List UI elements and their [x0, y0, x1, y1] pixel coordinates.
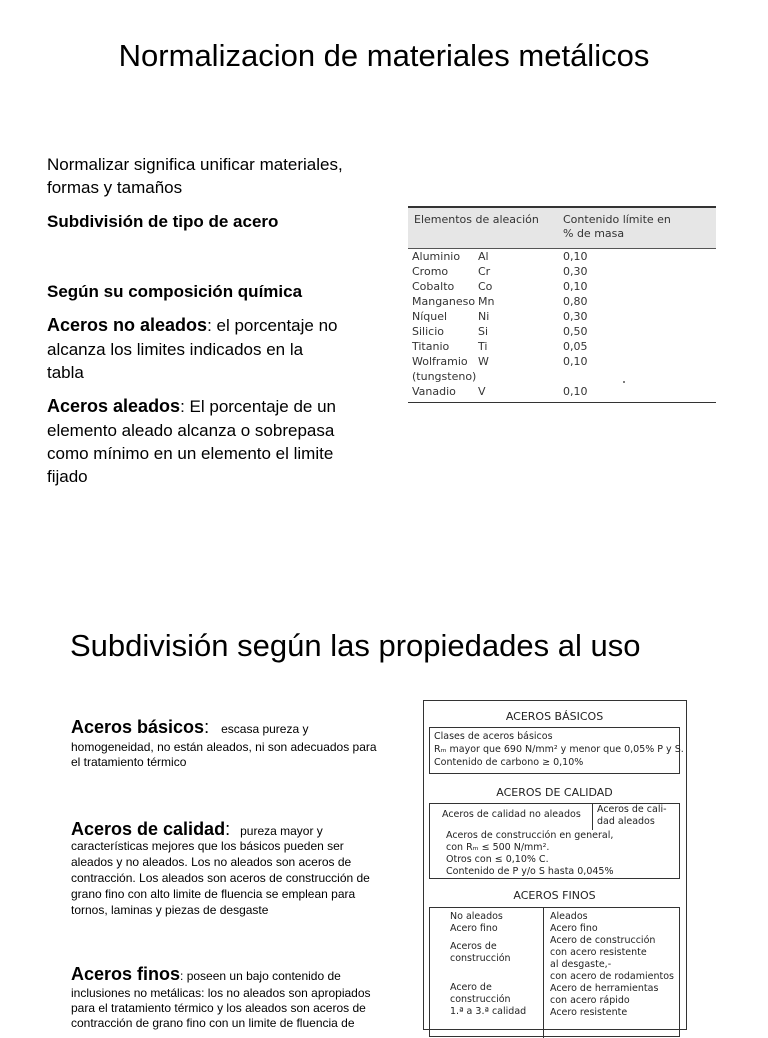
- finos-line-2: inclusiones no metálicas: los no aleados son apropiados: [71, 986, 371, 1000]
- calidad-box-line-1: Aceros de construcción en general,: [446, 830, 614, 841]
- element-name: Vanadio: [412, 385, 456, 398]
- calidad-line-4: contracción. Los aleados son aceros de construcción de: [71, 871, 370, 885]
- finos-line-4: contracción de grano fino con un limite de fluencia de: [71, 1016, 355, 1030]
- aleados-text: : El porcentaje de un: [180, 397, 337, 416]
- finos-right-line: Acero resistente: [550, 1007, 628, 1018]
- element-limit: 0,10: [563, 355, 588, 368]
- finos-right-line: con acero resistente: [550, 947, 647, 958]
- finos-text: : poseen un bajo contenido de: [180, 969, 341, 983]
- calidad-box-line-2: con Rₘ ≤ 500 N/mm².: [446, 842, 550, 853]
- no-aleados-term: Aceros no aleados: [47, 315, 208, 335]
- finos-left-line: Acero de: [450, 982, 492, 993]
- calidad-line-6: tornos, laminas y piezas de desgaste: [71, 903, 269, 917]
- intro-line-2: formas y tamaños: [47, 178, 183, 197]
- header-content-line-2: % de masa: [563, 227, 625, 240]
- finos-right-line: con acero rápido: [550, 995, 630, 1006]
- element-name: Manganeso: [412, 295, 476, 308]
- calidad-left-header: Aceros de calidad no aleados: [442, 809, 581, 820]
- basicos-box-line-1: Clases de aceros básicos: [434, 731, 553, 742]
- element-symbol: Co: [478, 280, 493, 293]
- alloy-limits-table: [408, 206, 716, 406]
- table-row: [408, 384, 716, 399]
- basicos-box-line-2: Rₘ mayor que 690 N/mm² y menor que 0,05% P y S.: [434, 744, 684, 755]
- element-symbol: Ni: [478, 310, 490, 323]
- element-symbol: Al: [478, 250, 489, 263]
- slide-2-title: Subdivisión según las propiedades al uso: [70, 628, 641, 663]
- steel-classes-figure: [423, 700, 687, 1030]
- basicos-section-title: ACEROS BÁSICOS: [505, 710, 604, 723]
- basicos-text: escasa pureza y: [221, 722, 309, 736]
- finos-left-line: construcción: [450, 953, 511, 964]
- header-content-line-1: Contenido límite en: [563, 213, 671, 226]
- calidad-box: [429, 803, 680, 879]
- table-row: [408, 264, 716, 279]
- basicos-term: Aceros básicos: [71, 717, 205, 737]
- table-row: [408, 249, 716, 264]
- element-name: Silicio: [412, 325, 444, 338]
- finos-right-line: Acero de construcción: [550, 935, 656, 946]
- finos-right-line: Acero fino: [550, 923, 598, 934]
- finos-left-line: 1.ª a 3.ª calidad: [450, 1006, 527, 1017]
- calidad-line-2: características mejores que los básicos pueden ser: [71, 839, 344, 853]
- basicos-line-3: el tratamiento térmico: [71, 755, 187, 769]
- element-limit: 0,10: [563, 385, 588, 398]
- element-name: Wolframio: [412, 355, 468, 368]
- element-symbol: Cr: [478, 265, 491, 278]
- calidad-right-header-2: dad aleados: [597, 816, 655, 827]
- finos-term: Aceros finos: [71, 964, 181, 984]
- slide-title: Normalizacion de materiales metálicos: [118, 38, 650, 73]
- finos-left-line: Acero fino: [450, 923, 498, 934]
- finos-left-line: Aceros de: [450, 941, 497, 952]
- finos-box: [429, 907, 680, 1037]
- table-row: [408, 369, 716, 384]
- no-aleados-line-2: alcanza los limites indicados en la: [47, 340, 304, 359]
- basicos-colon: :: [204, 717, 210, 737]
- element-symbol: Mn: [478, 295, 495, 308]
- aleados-line-4: fijado: [47, 467, 88, 486]
- header-elements: Elementos de aleación: [414, 213, 539, 226]
- element-limit: 0,10: [563, 250, 588, 263]
- element-limit: 0,30: [563, 265, 588, 278]
- no-aleados-line-3: tabla: [47, 363, 84, 382]
- calidad-section-title: ACEROS DE CALIDAD: [496, 786, 613, 799]
- no-aleados-line-1: [47, 314, 337, 337]
- calidad-divider: [592, 804, 593, 830]
- basicos-box: [429, 727, 684, 774]
- table-row: [408, 279, 716, 294]
- table-row: [408, 309, 716, 324]
- table-row: [408, 354, 716, 369]
- element-name: Aluminio: [412, 250, 461, 263]
- finos-divider: [543, 908, 544, 1038]
- element-limit: 0,80: [563, 295, 588, 308]
- element-name: Cromo: [412, 265, 449, 278]
- element-symbol: V: [478, 385, 486, 398]
- finos-section-title: ACEROS FINOS: [513, 889, 596, 902]
- calidad-line-3: aleados y no aleados. Los no aleados son aceros de: [71, 855, 352, 869]
- calidad-term: Aceros de calidad: [71, 819, 226, 839]
- aleados-line-1: [47, 395, 336, 418]
- composition-heading: Según su composición química: [47, 282, 303, 301]
- intro-line-1: Normalizar significa unificar materiales,: [47, 155, 343, 174]
- aleados-line-3: como mínimo en un elemento el limite: [47, 444, 334, 463]
- scan-speck: [623, 381, 625, 383]
- element-name: Níquel: [412, 310, 448, 323]
- table-bottom-rule: [408, 402, 716, 403]
- element-limit: 0,05: [563, 340, 588, 353]
- finos-right-line: con acero de rodamientos: [550, 971, 674, 982]
- finos-right-line: Acero de herramientas: [550, 983, 659, 994]
- calidad-box-line-3: Otros con ≤ 0,10% C.: [446, 854, 549, 865]
- finos-line-3: para el tratamiento térmico y los aleados son aceros de: [71, 1001, 366, 1015]
- finos-left-line: No aleados: [450, 911, 503, 922]
- basicos-line-2: homogeneidad, no están aleados, ni son adecuados para: [71, 740, 377, 754]
- finos-right-line: Aleados: [550, 911, 588, 922]
- table-row: [408, 339, 716, 354]
- calidad-colon: :: [225, 819, 231, 839]
- element-limit: 0,30: [563, 310, 588, 323]
- element-name: Titanio: [412, 340, 450, 353]
- element-name: Cobalto: [412, 280, 455, 293]
- aleados-term: Aceros aleados: [47, 396, 181, 416]
- table-header: [408, 206, 716, 249]
- finos-right-line: al desgaste,-: [550, 959, 612, 970]
- basicos-line-1: [71, 716, 308, 741]
- subdivision-heading: Subdivisión de tipo de acero: [47, 212, 279, 231]
- table-row: [408, 294, 716, 309]
- table-row: [408, 324, 716, 339]
- no-aleados-text: : el porcentaje no: [207, 316, 338, 335]
- finos-line-1: [71, 963, 341, 988]
- element-limit: 0,10: [563, 280, 588, 293]
- finos-left-line: construcción: [450, 994, 511, 1005]
- calidad-text: pureza mayor y: [240, 824, 323, 838]
- element-name: (tungsteno): [412, 370, 477, 383]
- element-symbol: Si: [478, 325, 489, 338]
- basicos-box-line-3: Contenido de carbono ≥ 0,10%: [434, 757, 584, 768]
- calidad-line-5: grano fino con alto limite de fluencia se emplean para: [71, 887, 356, 901]
- calidad-box-line-4: Contenido de P y/o S hasta 0,045%: [446, 866, 614, 877]
- element-limit: 0,50: [563, 325, 588, 338]
- aleados-line-2: elemento aleado alcanza o sobrepasa: [47, 421, 335, 440]
- header-content: [563, 213, 671, 241]
- element-symbol: Ti: [478, 340, 488, 353]
- calidad-right-header-1: Aceros de cali-: [597, 804, 667, 815]
- element-symbol: W: [478, 355, 489, 368]
